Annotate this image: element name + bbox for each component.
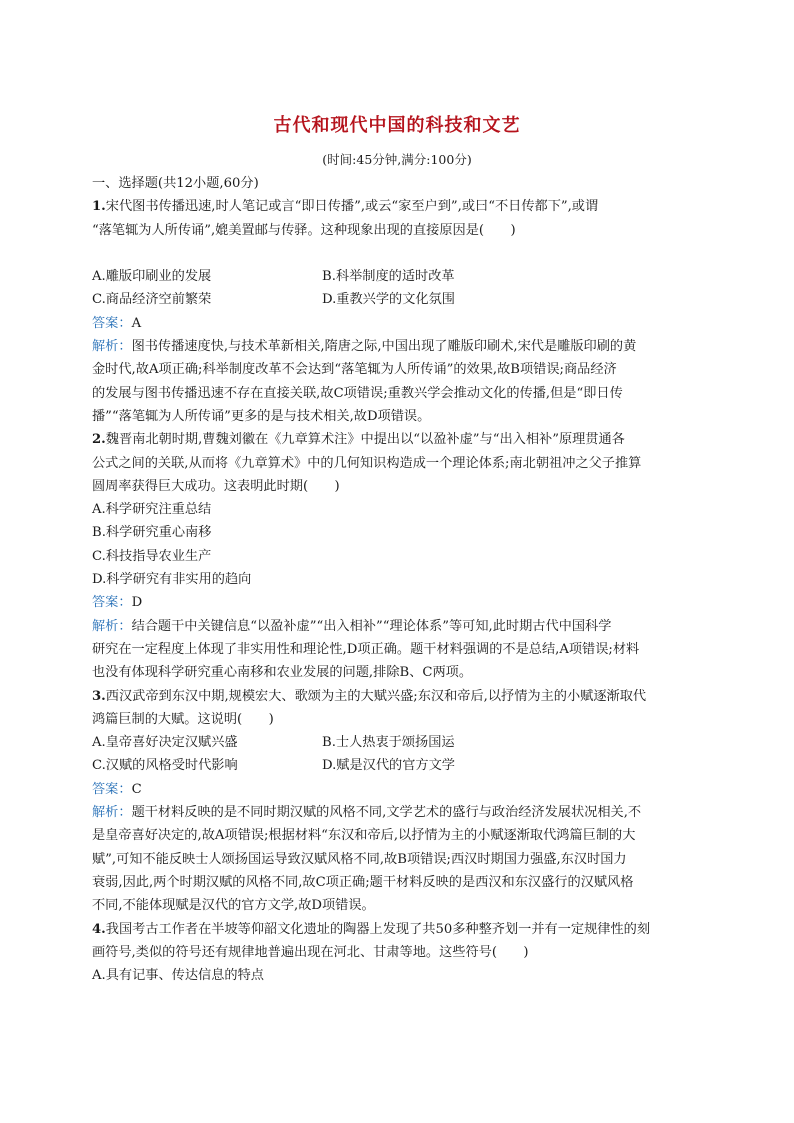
section-header: 一、选择题(共12小题,60分) <box>92 176 259 191</box>
option-b: B.科举制度的适时改革 <box>322 269 455 285</box>
document-body <box>92 172 704 987</box>
question-stem-line <box>92 685 704 708</box>
analysis-line <box>92 615 704 638</box>
answer-line <box>92 312 704 335</box>
question-number: 2. <box>92 432 106 448</box>
analysis-label: 解析： <box>92 805 132 821</box>
option-c: C.汉赋的风格受时代影响 <box>92 758 238 774</box>
question-number: 4. <box>92 921 106 937</box>
option-b: B.士人热衷于颂扬国运 <box>322 735 455 751</box>
option-a: A.皇帝喜好决定汉赋兴盛 <box>92 735 238 751</box>
analysis-line: 不同,不能体现赋是汉代的官方文学,故D项错误。 <box>92 898 375 914</box>
exam-info: (时间:45分钟,满分:100分) <box>322 152 472 167</box>
option-d: D.重教兴学的文化氛围 <box>322 292 455 308</box>
analysis-text: 结合题干中关键信息“以盈补虚”“出入相补”“理论体系”等可知,此时期古代中国科学 <box>131 618 612 634</box>
analysis-text: 图书传播速度快,与技术革新相关,隋唐之际,中国出现了雕版印刷术,宋代是雕版印刷的黄 <box>131 339 637 355</box>
question-stem-line: 鸿篇巨制的大赋。这说明( ) <box>92 711 274 727</box>
answer-label: 答案： <box>92 595 132 611</box>
question-stem-line: 圆周率获得巨大成功。这表明此时期( ) <box>92 478 340 494</box>
analysis-line: 是皇帝喜好决定的,故A项错误;根据材料“东汉和帝后,以抒情为主的小赋逐渐取代鸿篇巨制的大 <box>92 828 636 844</box>
option-b: B.科学研究重心南移 <box>92 525 212 541</box>
answer-value: C <box>131 781 142 797</box>
analysis-label: 解析： <box>92 618 132 634</box>
option-a: A.雕版印刷业的发展 <box>92 269 212 285</box>
answer-line <box>92 591 704 614</box>
analysis-line: 播”“落笔辄为人所传诵”更多的是与技术相关,故D项错误。 <box>92 408 431 424</box>
analysis-line: 金时代,故A项正确;科举制度改革不会达到“落笔辄为人所传诵”的效果,故B项错误;商品经济 <box>92 362 617 378</box>
analysis-line <box>92 801 704 824</box>
option-row <box>92 754 704 777</box>
page-title: 古代和现代中国的科技和文艺 <box>273 115 521 136</box>
analysis-line: 也没有体现科学研究重心南移和农业发展的问题,排除B、C两项。 <box>92 665 473 681</box>
answer-label: 答案： <box>92 781 132 797</box>
analysis-line <box>92 335 704 358</box>
question-stem-text: 我国考古工作者在半坡等仰韶文化遗址的陶器上发现了共50多种整齐划一并有一定规律性的刻 <box>105 921 651 937</box>
question-3 <box>92 685 704 918</box>
question-stem-line <box>92 195 704 218</box>
question-stem-line: 画符号,类似的符号还有规律地普遍出现在河北、甘肃等地。这些符号( ) <box>92 944 529 960</box>
option-row <box>92 288 704 311</box>
answer-label: 答案： <box>92 315 132 331</box>
analysis-line: 赋”,可知不能反映士人颂扬国运导致汉赋风格不同,故B项错误;西汉时期国力强盛,东汉时国力 <box>92 851 627 867</box>
question-stem-text: 西汉武帝到东汉中期,规模宏大、歌颂为主的大赋兴盛;东汉和帝后,以抒情为主的小赋逐渐取代 <box>105 688 647 704</box>
answer-value: A <box>131 315 142 331</box>
option-d: D.科学研究有非实用的趋向 <box>92 572 252 588</box>
answer-line <box>92 778 704 801</box>
analysis-line: 衰弱,因此,两个时期汉赋的风格不同,故C项正确;题干材料反映的是西汉和东汉盛行的汉赋风格 <box>92 874 634 890</box>
question-stem-text: 魏晋南北朝时期,曹魏刘徽在《九章算术注》中提出以“以盈补虚”与“出入相补”原理贯通各 <box>105 432 625 448</box>
question-stem-line: 公式之间的关联,从而将《九章算术》中的几何知识构造成一个理论体系;南北朝祖冲之父子推算 <box>92 455 642 471</box>
analysis-line: 的发展与图书传播迅速不存在直接关联,故C项错误;重教兴学会推动文化的传播,但是“即日传 <box>92 385 623 401</box>
question-stem-text: 宋代图书传播迅速,时人笔记或言“即日传播”,或云“家至户到”,或曰“不日传都下”,或谓 <box>105 199 599 215</box>
question-stem-line <box>92 428 704 451</box>
analysis-line: 研究在一定程度上体现了非实用性和理论性,D项正确。题干材料强调的不是总结,A项错误;材料 <box>92 641 640 657</box>
answer-value: D <box>131 595 143 611</box>
question-stem-line: “落笔辄为人所传诵”,媲美置邮与传驿。这种现象出现的直接原因是( ) <box>92 222 516 238</box>
question-number: 1. <box>92 199 106 215</box>
spacer <box>92 242 704 265</box>
question-2 <box>92 428 704 684</box>
option-a: A.具有记事、传达信息的特点 <box>92 968 264 984</box>
option-d: D.赋是汉代的官方文学 <box>322 758 455 774</box>
option-c: C.商品经济空前繁荣 <box>92 292 212 308</box>
option-row <box>92 731 704 754</box>
option-row <box>92 265 704 288</box>
question-1 <box>92 195 704 428</box>
option-c: C.科技指导农业生产 <box>92 548 212 564</box>
question-stem-line <box>92 918 704 941</box>
analysis-text: 题干材料反映的是不同时期汉赋的风格不同,文学艺术的盛行与政治经济发展状况相关,不 <box>131 805 642 821</box>
analysis-label: 解析： <box>92 339 132 355</box>
question-4 <box>92 918 704 988</box>
question-number: 3. <box>92 688 106 704</box>
option-a: A.科学研究注重总结 <box>92 502 212 518</box>
